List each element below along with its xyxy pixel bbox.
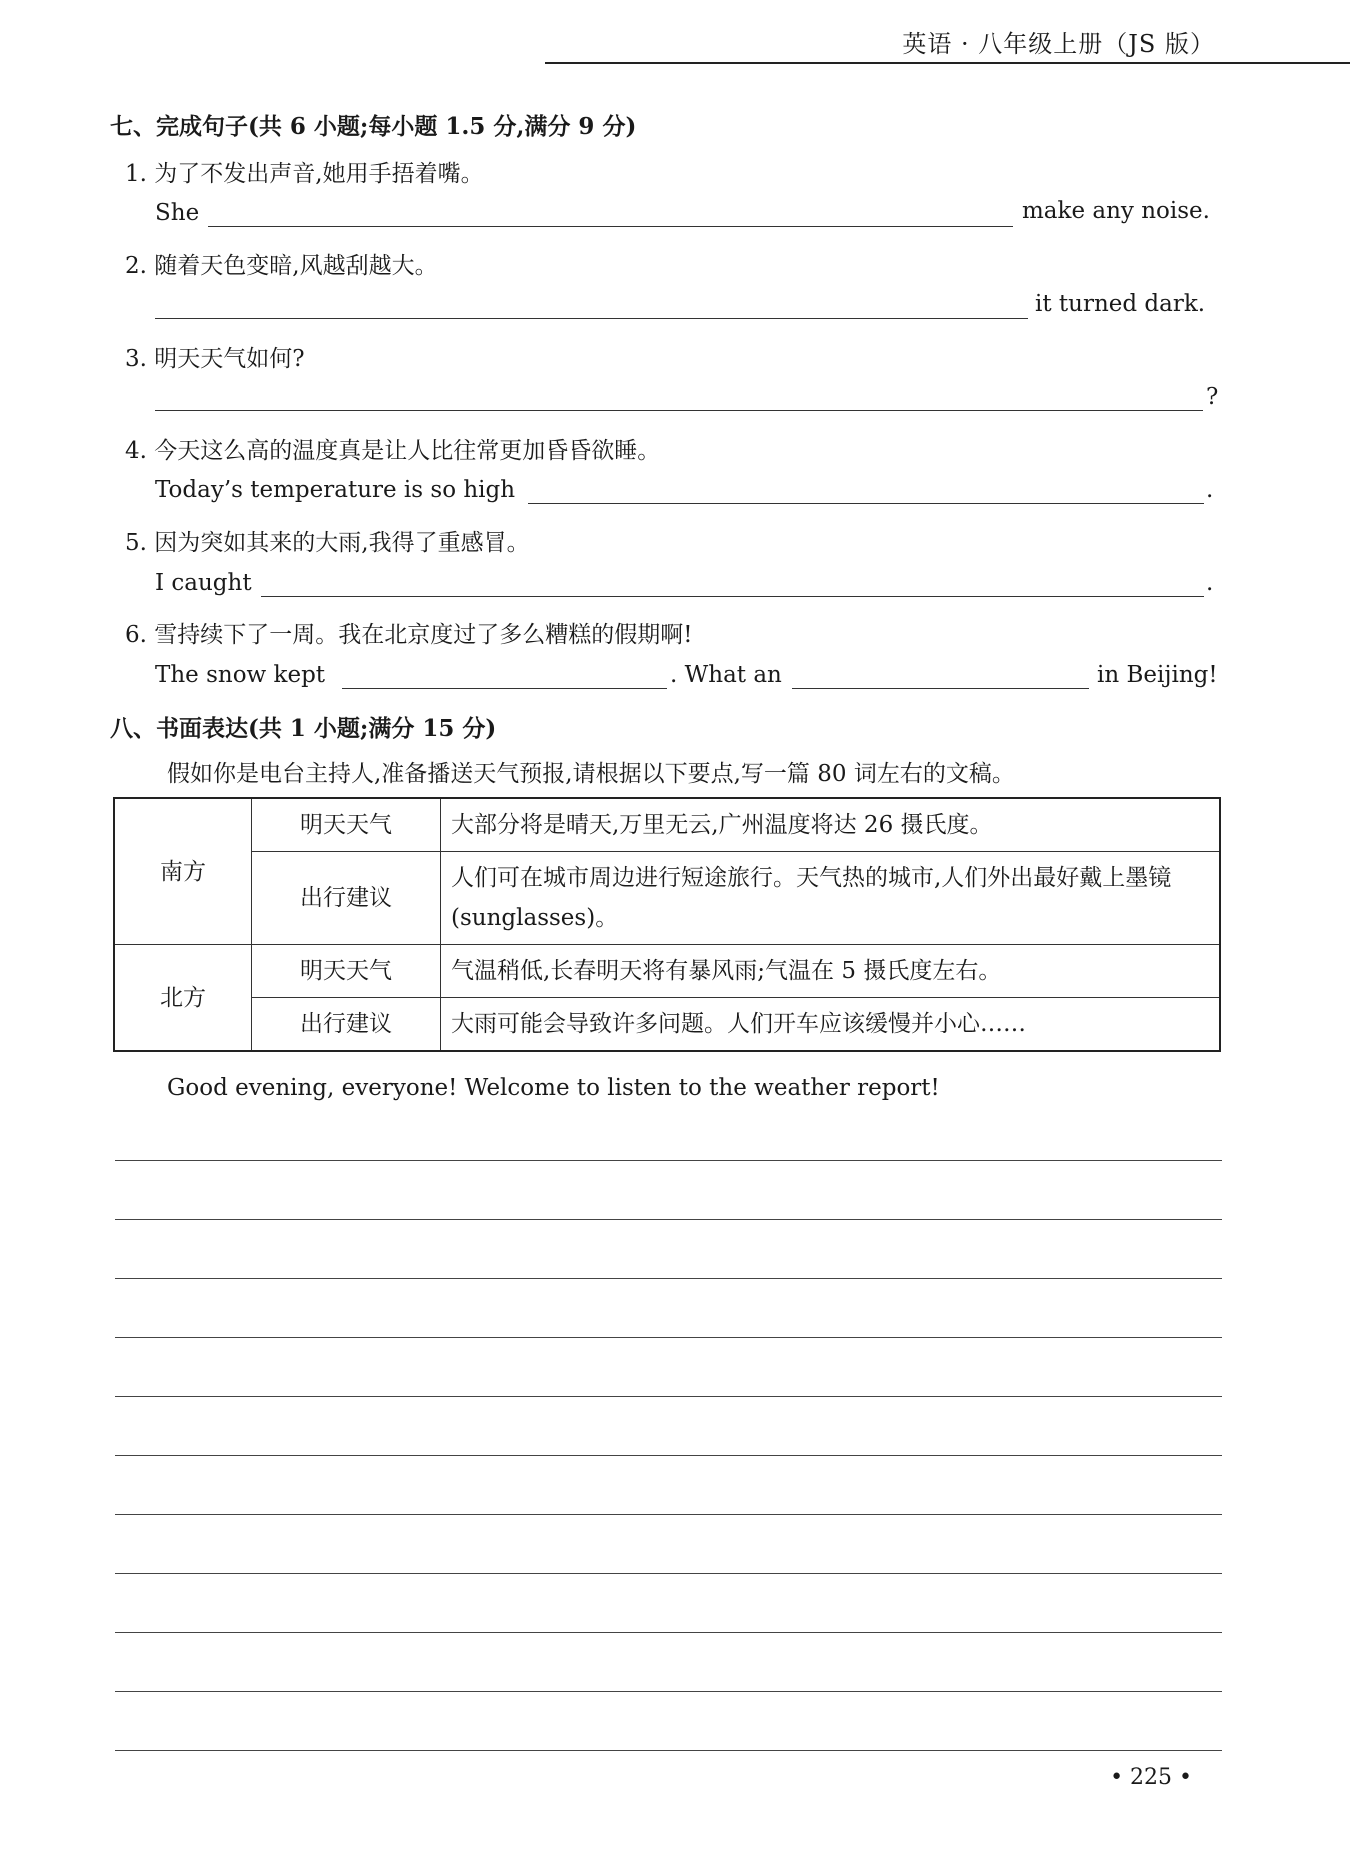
q6-blank-2[interactable]: [792, 688, 1089, 689]
section-8-title: 八、书面表达(共 1 小题;满分 15 分): [110, 715, 497, 742]
q4-blank[interactable]: [528, 503, 1204, 504]
south-advice-label: 出行建议: [252, 852, 441, 945]
writing-line[interactable]: [115, 1691, 1222, 1692]
page-number: • 225 •: [1110, 1765, 1192, 1790]
q6-blank-1[interactable]: [342, 688, 667, 689]
q2-end: it turned dark.: [1035, 291, 1206, 317]
page-header: [0, 0, 1350, 68]
q1-blank[interactable]: [208, 226, 1013, 227]
q5-blank[interactable]: [261, 596, 1204, 597]
q1-end: make any noise.: [1022, 198, 1210, 224]
writing-line[interactable]: [115, 1514, 1222, 1515]
writing-line[interactable]: [115, 1455, 1222, 1456]
q5-end: .: [1206, 570, 1214, 596]
q3-chinese: 3. 明天天气如何?: [125, 346, 305, 372]
writing-line[interactable]: [115, 1160, 1222, 1161]
q2-blank[interactable]: [155, 318, 1028, 319]
q6-start: The snow kept: [155, 662, 326, 688]
south-weather-label: 明天天气: [252, 798, 441, 852]
region-south: 南方: [114, 798, 252, 945]
writing-line[interactable]: [115, 1278, 1222, 1279]
q5-chinese: 5. 因为突如其来的大雨,我得了重感冒。: [125, 530, 530, 556]
q4-chinese: 4. 今天这么高的温度真是让人比往常更加昏昏欲睡。: [125, 438, 661, 464]
writing-line[interactable]: [115, 1573, 1222, 1574]
north-weather-label: 明天天气: [252, 945, 441, 998]
q2-chinese: 2. 随着天色变暗,风越刮越大。: [125, 253, 438, 279]
q6-end: in Beijing!: [1097, 662, 1218, 688]
writing-line[interactable]: [115, 1632, 1222, 1633]
writing-line[interactable]: [115, 1219, 1222, 1220]
north-advice-label: 出行建议: [252, 998, 441, 1052]
section-8-prompt: 假如你是电台主持人,准备播送天气预报,请根据以下要点,写一篇 80 词左右的文稿。: [167, 761, 1015, 787]
north-advice-text: 大雨可能会导致许多问题。人们开车应该缓慢并小心……: [441, 998, 1221, 1052]
q4-start: Today’s temperature is so high: [155, 477, 516, 503]
section-7-title: 七、完成句子(共 6 小题;每小题 1.5 分,满分 9 分): [110, 113, 637, 140]
q6-chinese: 6. 雪持续下了一周。我在北京度过了多么糟糕的假期啊!: [125, 622, 693, 648]
q3-end: ?: [1206, 384, 1219, 410]
south-weather-text: 大部分将是晴天,万里无云,广州温度将达 26 摄氏度。: [441, 798, 1221, 852]
region-north: 北方: [114, 945, 252, 1052]
q1-start: She: [155, 200, 200, 226]
south-advice-text: 人们可在城市周边进行短途旅行。天气热的城市,人们外出最好戴上墨镜(sunglasses)。: [441, 852, 1221, 945]
book-title: 英语 · 八年级上册（JS 版）: [902, 30, 1215, 58]
north-weather-text: 气温稍低,长春明天将有暴风雨;气温在 5 摄氏度左右。: [441, 945, 1221, 998]
q1-chinese: 1. 为了不发出声音,她用手捂着嘴。: [125, 161, 484, 187]
requirements-table: [113, 797, 1221, 1052]
writing-line[interactable]: [115, 1750, 1222, 1751]
q3-blank[interactable]: [155, 410, 1203, 411]
q5-start: I caught: [155, 570, 252, 596]
header-rule: [545, 62, 1350, 64]
writing-line[interactable]: [115, 1396, 1222, 1397]
q4-end: .: [1206, 477, 1214, 503]
writing-line[interactable]: [115, 1337, 1222, 1338]
essay-opening: Good evening, everyone! Welcome to listen to the weather report!: [167, 1075, 940, 1101]
q6-mid: . What an: [670, 662, 782, 688]
